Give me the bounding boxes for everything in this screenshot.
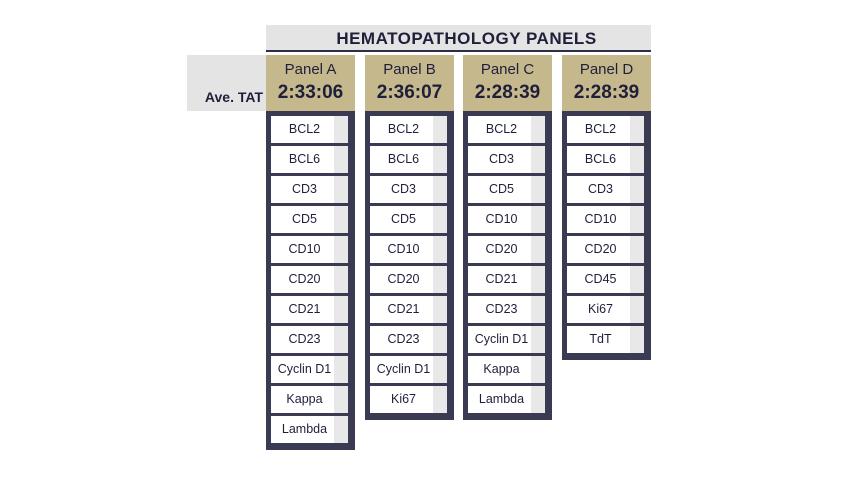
marker-list: [365, 111, 454, 420]
marker-cell: BCL6: [271, 146, 348, 173]
marker-cell: Cyclin D1: [370, 356, 447, 383]
marker-cell: CD5: [370, 206, 447, 233]
marker-cell: Cyclin D1: [468, 326, 545, 353]
marker-cell: CD23: [370, 326, 447, 353]
panel-avg-tat: 2:33:06: [277, 82, 344, 103]
marker-cell: CD3: [370, 176, 447, 203]
marker-cell: CD5: [468, 176, 545, 203]
marker-list: [562, 111, 651, 360]
marker-cell: CD21: [468, 266, 545, 293]
marker-cell: CD20: [271, 266, 348, 293]
marker-list: [463, 111, 552, 420]
marker-cell: Ki67: [370, 386, 447, 413]
marker-cell: CD21: [271, 296, 348, 323]
marker-cell: CD20: [468, 236, 545, 263]
panel-column: [562, 55, 651, 360]
panel-column: [266, 55, 355, 450]
marker-cell: CD3: [468, 146, 545, 173]
marker-cell: CD3: [567, 176, 644, 203]
panel-name: Panel A: [284, 61, 337, 78]
marker-cell: Ki67: [567, 296, 644, 323]
marker-cell: BCL2: [271, 116, 348, 143]
marker-cell: CD10: [370, 236, 447, 263]
panel-column: [463, 55, 552, 420]
marker-cell: BCL2: [370, 116, 447, 143]
panel-header: [463, 55, 552, 111]
marker-cell: Lambda: [468, 386, 545, 413]
marker-cell: Lambda: [271, 416, 348, 443]
marker-cell: CD10: [567, 206, 644, 233]
panel-header: [562, 55, 651, 111]
marker-cell: BCL2: [567, 116, 644, 143]
panel-header: [266, 55, 355, 111]
avg-tat-row-label: Ave. TAT: [204, 89, 263, 105]
marker-cell: CD10: [468, 206, 545, 233]
marker-cell: CD10: [271, 236, 348, 263]
marker-cell: Cyclin D1: [271, 356, 348, 383]
panel-avg-tat: 2:28:39: [474, 82, 541, 103]
marker-cell: TdT: [567, 326, 644, 353]
marker-cell: CD20: [370, 266, 447, 293]
marker-cell: BCL6: [567, 146, 644, 173]
panel-header: [365, 55, 454, 111]
marker-cell: BCL2: [468, 116, 545, 143]
marker-cell: Kappa: [468, 356, 545, 383]
marker-cell: CD23: [468, 296, 545, 323]
marker-cell: CD23: [271, 326, 348, 353]
marker-cell: BCL6: [370, 146, 447, 173]
panel-name: Panel C: [480, 61, 535, 78]
marker-list: [266, 111, 355, 450]
diagram-title: HEMATOPATHOLOGY PANELS: [266, 25, 651, 52]
marker-cell: CD5: [271, 206, 348, 233]
marker-cell: Kappa: [271, 386, 348, 413]
marker-cell: CD45: [567, 266, 644, 293]
panel-avg-tat: 2:36:07: [376, 82, 443, 103]
panel-column: [365, 55, 454, 420]
panel-name: Panel D: [579, 61, 634, 78]
marker-cell: CD21: [370, 296, 447, 323]
marker-cell: CD20: [567, 236, 644, 263]
marker-cell: CD3: [271, 176, 348, 203]
panel-name: Panel B: [383, 61, 436, 78]
panel-avg-tat: 2:28:39: [573, 82, 640, 103]
